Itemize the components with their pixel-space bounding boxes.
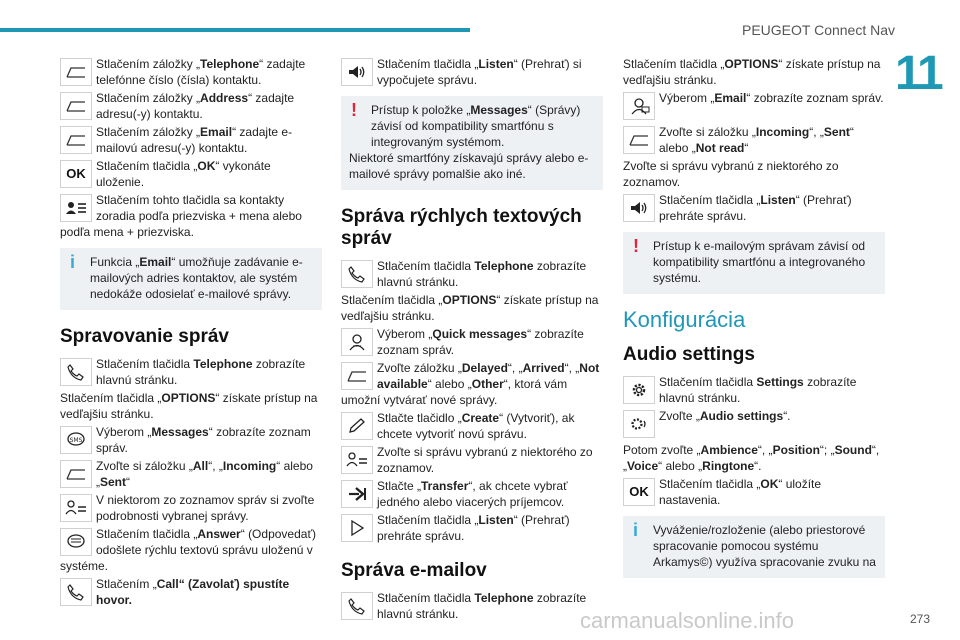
warning-icon: !	[633, 236, 639, 256]
tab-icon	[623, 126, 655, 154]
sort-contacts-icon	[60, 194, 92, 222]
info-icon: i	[70, 252, 76, 272]
instruction-quick-tabs: Zvoľte záložku „Delayed“, „Arrived“, „Not available“ alebo „Other“, ktorá vám umožní vytvárať nové správy.	[341, 361, 600, 407]
telephone-icon	[341, 260, 373, 288]
tab-icon	[60, 460, 92, 488]
instruction-options: Stlačením tlačidla „OPTIONS“ získate prístup na vedľajšiu stránku.	[60, 391, 318, 421]
instruction-select-email: Zvoľte si správu vybranú z niektorého zo zoznamov.	[623, 159, 839, 189]
instruction-address-tab: Stlačením záložky „Address“ zadajte adresu(-y) kontaktu.	[60, 90, 322, 122]
column-1	[60, 56, 322, 610]
play-icon	[341, 514, 373, 542]
instruction-settings: Stlačením tlačidla Settings zobrazíte hlavnú stránku.	[623, 374, 885, 406]
details-icon	[60, 494, 92, 522]
instruction-message-tabs: Zvoľte si záložku „All“, „Incoming“ alebo „Sent“	[60, 458, 322, 490]
email-contact-icon	[623, 92, 655, 120]
gear-icon	[623, 376, 655, 404]
chapter-number: 11	[895, 47, 942, 100]
instruction-listen: Stlačením tlačidla „Listen“ (Prehrať) si vypočujete správu.	[341, 56, 603, 88]
instruction-ok: OK Stlačením tlačidla „OK“ vykonáte uloženie.	[60, 158, 322, 190]
running-header: PEUGEOT Connect Nav	[742, 22, 896, 38]
details-icon	[341, 446, 373, 474]
section-heading-spravovanie: Spravovanie správ	[60, 326, 229, 347]
page-number: 273	[910, 612, 931, 626]
instruction-telephone-main: Stlačením tlačidla Telephone zobrazíte hlavnú stránku.	[60, 356, 322, 388]
tab-icon	[60, 92, 92, 120]
ok-icon: OK	[60, 160, 92, 188]
telephone-icon	[60, 578, 92, 606]
instruction-listen-2: Stlačením tlačidla „Listen“ (Prehrať) prehráte správu.	[341, 512, 603, 544]
instruction-options: Stlačením tlačidla „OPTIONS“ získate prístup na vedľajšiu stránku.	[341, 293, 599, 323]
instruction-create: Stlačte tlačidlo „Create“ (Vytvoriť), ak chcete vytvoriť novú správu.	[341, 410, 603, 442]
quick-messages-icon	[341, 328, 373, 356]
instruction-quick-messages: Výberom „Quick messages“ zobrazíte zoznam správ.	[341, 326, 603, 358]
tab-icon	[60, 58, 92, 86]
ok-icon: OK	[623, 478, 655, 506]
watermark: carmanualsonline.info	[580, 608, 795, 633]
instruction-audio-options: Potom zvoľte „Ambience“, „Position“; „Sound“, „Voice“ alebo „Ringtone“.	[623, 443, 880, 473]
instruction-transfer: Stlačte „Transfer“, ak chcete vybrať jedného alebo viacerých príjemcov.	[341, 478, 603, 510]
transfer-icon	[341, 480, 373, 508]
instruction-sort-contacts: Stlačením tohto tlačidla sa kontakty zoradia podľa priezviska + mena alebo podľa mena + priezviska.	[60, 193, 302, 239]
header-accent-bar	[0, 28, 470, 32]
instruction-telephone-main: Stlačením tlačidla Telephone zobrazíte hlavnú stránku.	[341, 258, 603, 290]
chapter-heading-konfiguracia: Konfigurácia	[623, 307, 746, 332]
instruction-call: Stlačením „Call“ (Zavolať) spustíte hovor.	[60, 576, 322, 608]
instruction-email-tab: Stlačením záložky „Email“ zadajte e-mailovú adresu(-y) kontaktu.	[60, 124, 322, 156]
instruction-listen-email: Stlačením tlačidla „Listen“ (Prehrať) prehráte správu.	[623, 192, 885, 224]
speaker-icon	[341, 58, 373, 86]
section-heading-email: Správa e-mailov	[341, 560, 487, 581]
answer-icon	[60, 528, 92, 556]
section-heading-audio: Audio settings	[623, 344, 755, 365]
messages-icon	[60, 426, 92, 454]
info-note-email: i Funkcia „Email“ umožňuje zadávanie e-mailových adries kontaktov, ale systém nedokáže odosielať e-mailové správy.	[60, 248, 322, 310]
instruction-email-tabs: Zvoľte si záložku „Incoming“, „Sent“ alebo „Not read“	[623, 124, 885, 156]
info-note-arkamys: i Vyváženie/rozloženie (alebo priestorové spracovanie pomocou systému Arkamys©) využíva spracovanie zvuku na	[623, 516, 885, 578]
telephone-icon	[60, 358, 92, 386]
audio-settings-icon	[623, 410, 655, 438]
instruction-email-list: Výberom „Email“ zobrazíte zoznam správ.	[623, 90, 885, 122]
section-heading-quick-messages: Správa rýchlych textových správ	[341, 206, 582, 249]
instruction-ok-save: OK Stlačením tlačidla „OK“ uložíte nastavenia.	[623, 476, 885, 508]
instruction-answer: Stlačením tlačidla „Answer“ (Odpovedať) odošlete rýchlu textovú správu uloženú v systéme.	[60, 527, 316, 573]
svg-text:SMS: SMS	[69, 437, 83, 444]
instruction-telephone-main-2: Stlačením tlačidla Telephone zobrazíte hlavnú stránku.	[341, 590, 603, 622]
instruction-telephone-tab: Stlačením záložky „Telephone“ zadajte telefónne číslo (čísla) kontaktu.	[60, 56, 322, 88]
speaker-icon	[623, 194, 655, 222]
column-2	[341, 56, 603, 624]
warning-note-email: ! Prístup k e-mailovým správam závisí od kompatibility smartfónu a integrovaného systému.	[623, 232, 885, 294]
instruction-select-message: Zvoľte si správu vybranú z niektorého zo zoznamov.	[341, 444, 603, 476]
warning-icon: !	[351, 100, 357, 120]
tab-icon	[60, 126, 92, 154]
pencil-icon	[341, 412, 373, 440]
instruction-options: Stlačením tlačidla „OPTIONS“ získate prístup na vedľajšiu stránku.	[623, 57, 881, 87]
instruction-message-details: V niektorom zo zoznamov správ si zvoľte podrobnosti vybranej správy.	[60, 492, 322, 524]
info-icon: i	[633, 520, 639, 540]
instruction-audio-settings: Zvoľte „Audio settings“.	[623, 408, 885, 440]
telephone-icon	[341, 592, 373, 620]
tab-icon	[341, 362, 373, 390]
warning-note-messages: ! Prístup k položke „Messages“ (Správy) závisí od kompatibility smartfónu s integrovaným systémom. Niektoré smartfóny získavajú správy alebo e-mailové správy pomalšie ako iné.	[341, 96, 603, 190]
instruction-messages: SMS Výberom „Messages“ zobrazíte zoznam správ.	[60, 424, 322, 456]
column-3	[623, 56, 885, 588]
